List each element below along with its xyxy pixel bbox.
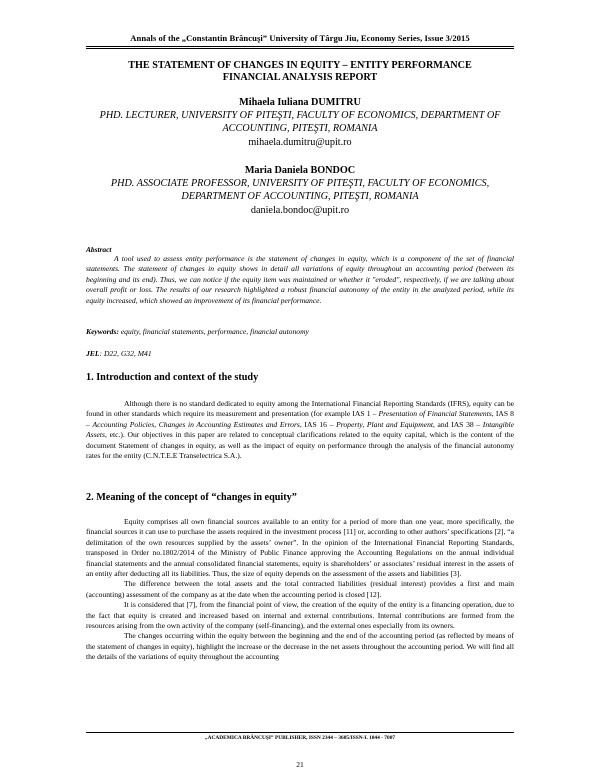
publisher-footer: „ACADEMICA BRÂNCUŞI” PUBLISHER, ISSN 2344 – 3685/ISSN-L 1844 - 7007 (204, 735, 396, 741)
section-2-heading: 2. Meaning of the concept of “changes in equity” (86, 492, 297, 503)
author-1-email: mihaela.dumitru@upit.ro (248, 137, 352, 148)
sec1-text-e: , etc.). Our objectives in this paper are related to conceptual clarifications related to the equity capital, which is the content of the document Statement of changes in equity, as well as the impact of equity on performance through the analysis of the financial autonomy rates for the entity (C.N.T.E.E Transelectrica S.A.). (86, 430, 514, 461)
author-1-name: Mihaela Iuliana DUMITRU (239, 97, 361, 108)
author-1-affil-line-1: PHD. LECTURER, UNIVERSITY OF PITEŞTI, FACULTY OF ECONOMICS, DEPARTMENT OF (99, 110, 501, 121)
section-1-paragraph (86, 399, 514, 461)
sec1-text-a: Although there is no standard dedicated to equity among the International Financial Reporting Standards (IFRS), equity can be found in other standards which require its measurement and presentation (for example IAS 1 – (86, 399, 514, 419)
sec1-italic-ias8: Accounting Policies, Changes in Accounting Estimates and Errors (92, 419, 300, 429)
author-2-email: daniela.bondoc@upit.ro (250, 205, 350, 216)
footer-rule (86, 732, 514, 733)
sec1-italic-ias1: Presentation of Financial Statements (378, 409, 492, 419)
sec1-text-c: , IAS 16 – (299, 419, 337, 429)
author-1-affiliation (86, 110, 514, 135)
section-1-heading: 1. Introduction and context of the study (86, 372, 259, 383)
sec1-text-d: , and IAS 38 – (432, 419, 483, 429)
jel-label: JEL (86, 349, 100, 358)
sec1-text-b: , IAS 8 – (86, 409, 514, 429)
jel-codes (86, 349, 152, 358)
sec1-italic-ias38: Intangible Assets (86, 419, 515, 440)
section-1-body (86, 399, 514, 461)
abstract-text: A tool used to assess entity performance is the statement of changes in equity, which is a component of the set of financial statements. The statement of changes in equity shows in detail all variations of equity throughout an accounting period (between its beginning and its end). Thus, we can notice if the equity item was maintained or whether it "eroded", respectively, if we are talking about overall profit or loss. The results of our research highlighted a robust financial autonomy of the entity in the analyzed period, while its equity increased, which showed an improvement of its financial performance. (86, 254, 514, 305)
title-line-2: FINANCIAL ANALYSIS REPORT (222, 72, 378, 83)
paper-title (86, 60, 514, 84)
abstract-label: Abstract (86, 245, 112, 254)
author-2-affil-line-2: DEPARTMENT OF ACCOUNTING, PITEŞTI, ROMANIA (181, 190, 419, 202)
author-2-name: Maria Daniela BONDOC (244, 165, 356, 176)
author-2-affiliation (86, 178, 514, 203)
author-1-affil-line-2: ACCOUNTING, PITEŞTI, ROMANIA (222, 122, 378, 134)
page-number: 21 (296, 760, 304, 769)
jel-text: : D22, G32, M41 (99, 349, 152, 358)
header-rule-thick (86, 46, 514, 47)
section-2-body (86, 517, 514, 663)
keywords (86, 327, 514, 336)
keywords-text: equity, financial statements, performance, financial autonomy (118, 327, 309, 336)
header-rule-thin (86, 48, 514, 49)
sec1-italic-ias16: Property, Plant and Equipment (336, 419, 433, 429)
journal-header: Annals of the „Constantin Brâncuşi” University of Târgu Jiu, Economy Series, Issue 3/2015 (130, 33, 470, 43)
author-2-affil-line-1: PHD. ASSOCIATE PROFESSOR, UNIVERSITY OF PITEŞTI, FACULTY OF ECONOMICS, (110, 178, 490, 189)
title-line-1: THE STATEMENT OF CHANGES IN EQUITY – ENTITY PERFORMANCE (128, 60, 472, 71)
section-2-paragraph-1: Equity comprises all own financial sources available to an entity for a period of more than one year, more specifically, the financial sources it can use to purchase the assets required in the investment process [11] or, according to other authors’ specifications [2], “a delimitation of the own resources supplied by the assets’ owner”. In the opinion of the International Financial Reporting Standards, transposed in Order no.1802/2014 of the Ministry of Public Finance approving the Accounting Regulations on the annual individual financial statements and the annual consolidated financial statements, equity is shareholders’ or associates’ residual interest in the assets of an entity after deducting all its liabilities. Thus, the size of equity depends on the assessment of the assets and liabilities [3]. (86, 517, 514, 579)
section-2-paragraph-4: The changes occurring within the equity between the beginning and the end of the accounting period (as reflected by means of the statement of changes in equity), highlight the increase or the decrease in the net assets throughout the accounting period. We will find all the details of the variations of equity throughout the accounting (86, 631, 514, 662)
section-2-paragraph-3: It is considered that [7], from the financial point of view, the creation of the equity of the entity is a financing operation, due to the fact that equity is created and increased based on internal and external contributions. Internal contributions are formed from the resources arising from the own activity of the company (self-financing), and the external ones especially from its owners. (86, 600, 514, 631)
keywords-label: Keywords: (86, 327, 119, 336)
section-2-paragraph-2: The difference between the total assets and the total contracted liabilities (residual interest) provides a first and main (accounting) assessment of the company as at the date when the accounting period is closed [12]. (86, 579, 514, 599)
